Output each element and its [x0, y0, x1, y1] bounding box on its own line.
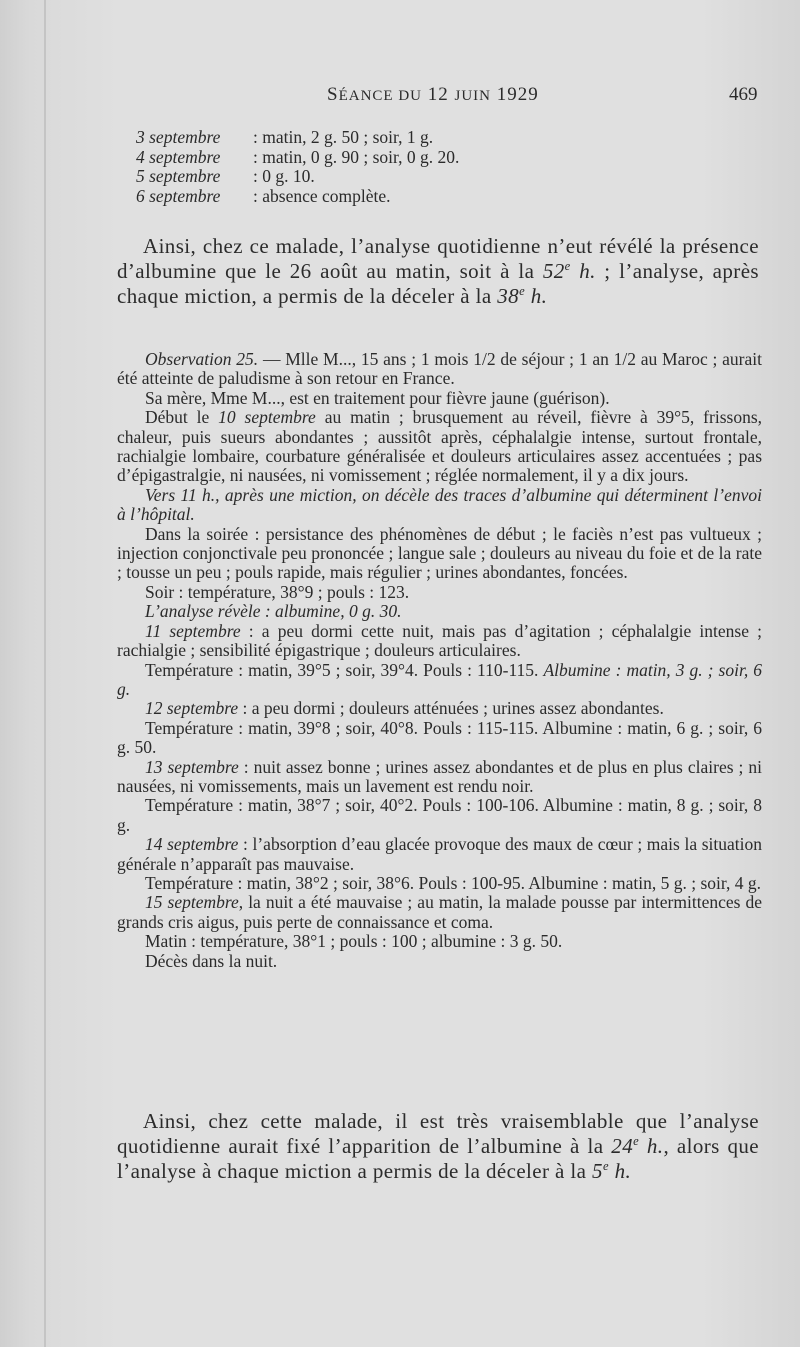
hour-value: [592, 1159, 631, 1183]
date-label: 5 septembre: [136, 166, 221, 186]
paragraph-text: Ainsi, chez cette malade, il est très vraisemblable que l’analyse quotidienne aurait fixé l’apparition de l’albumine à la: [117, 1109, 759, 1158]
observation-date: 13 septembre: [145, 756, 239, 777]
hour-number: 52: [542, 259, 565, 283]
observation-date: 11 septembre: [145, 620, 241, 641]
hour-unit: h.: [525, 284, 548, 308]
hour-number: 5: [592, 1159, 603, 1183]
ordinal-suffix: e: [633, 1134, 640, 1148]
hour-value: [611, 1134, 663, 1158]
observation-line: [117, 661, 762, 700]
observation-line: Matin : température, 38°1 ; pouls : 100 ; albumine : 3 g. 50.: [145, 931, 563, 952]
observation-line: Température : matin, 38°7 ; soir, 40°2. Pouls : 100-106. Albumine : matin, 8 g. ; soir, 8 g.: [117, 795, 762, 835]
hour-unit: h.: [608, 1159, 632, 1183]
observation-date: 14 septembre: [145, 834, 239, 855]
observation-line: Température : matin, 38°2 ; soir, 38°6. Pouls : 100-95. Albumine : matin, 5 g. ; soir, 4 g.: [145, 872, 762, 893]
date-label: 6 septembre: [136, 185, 221, 206]
header-title-part: ÉANCE DU: [338, 88, 422, 104]
observation-text: Début le: [145, 407, 219, 428]
observation-line: [117, 758, 762, 797]
observation-line: Dans la soirée : persistance des phénomènes de début ; le faciès n’est pas vultueux ; injection conjonctivale peu prononcée ; langue sale ; douleurs au niveau du foie et de la rate ; tousse un peu ; pouls rapide, mais régulier ; urines abondantes, foncées.: [117, 523, 762, 583]
observation-line: [117, 622, 762, 661]
header-title-year: 1929: [491, 84, 539, 105]
date-text: : 0 g. 10.: [253, 166, 315, 186]
observation-line: Décès dans la nuit.: [145, 950, 278, 971]
conclusion-paragraph-1: [117, 234, 759, 309]
hour-value: [497, 284, 547, 308]
observation-line: Vers 11 h., après une miction, on décèle des traces d’albumine qui déterminent l’envoi à l’hôpital.: [117, 484, 762, 525]
observation-line: L’analyse révèle : albumine, 0 g. 30.: [145, 601, 402, 622]
hour-number: 24: [611, 1134, 634, 1158]
conclusion-paragraph-2: [117, 1109, 759, 1184]
date-text: : matin, 2 g. 50 ; soir, 1 g.: [253, 127, 434, 147]
ordinal-suffix: e: [519, 284, 526, 298]
observation-intro: [117, 350, 762, 389]
observation-text: Température : matin, 39°5 ; soir, 39°4. Pouls : 110-115.: [145, 659, 544, 680]
hour-number: 38: [497, 284, 520, 308]
observation-text: Albumine : matin, 3 g. ; soir, 6 g.: [117, 659, 762, 699]
observation-line: Sa mère, Mme M..., est en traitement pour fièvre jaune (guérison).: [145, 387, 610, 408]
observation-text: : l’absorption d’eau glacée provoque des maux de cœur ; mais la situation générale n’apparaît pas mauvaise.: [117, 834, 762, 874]
header-title-month: JUIN: [454, 88, 491, 104]
hour-unit: h.: [570, 259, 596, 283]
header-title: [327, 84, 539, 106]
date-row: [136, 167, 459, 187]
paragraph-text: Ainsi, chez ce malade, l’analyse quotidienne n’eut révélé la présence d’albumine que le 26 août au matin, soit à la: [117, 234, 759, 283]
hour-unit: h.: [639, 1134, 664, 1158]
date-row: [136, 128, 459, 148]
ordinal-suffix: e: [564, 259, 571, 273]
paragraph-text: , alors que l’analyse à chaque miction a permis de la déceler à la: [117, 1134, 760, 1183]
date-row: [136, 187, 459, 207]
observation-line: [117, 835, 762, 874]
date-list: [136, 128, 459, 206]
observation-25: [117, 350, 762, 971]
observation-line: Température : matin, 39°8 ; soir, 40°8. Pouls : 115-115. Albumine : matin, 6 g. ; soir, 6 g. 50.: [117, 717, 762, 758]
observation-line: [117, 699, 762, 718]
observation-text: : nuit assez bonne ; urines assez abondantes et de plus en plus claires ; ni nausées, ni vomissements, mais un lavement est rendu noir.: [117, 756, 762, 796]
observation-date: 12 septembre: [145, 698, 239, 719]
running-header: [0, 84, 800, 110]
observation-text: : a peu dormi ; douleurs atténuées ; urines assez abondantes.: [238, 698, 664, 719]
page-number: 469: [729, 84, 758, 105]
date-label: 3 septembre: [136, 127, 221, 147]
ordinal-suffix: e: [602, 1159, 609, 1173]
observation-text: , la nuit a été mauvaise ; au matin, la malade pousse par intermittences de grands cris aigus, puis perte de connaissance et coma.: [117, 892, 762, 932]
observation-line: [117, 893, 762, 932]
page-binding-edge: [44, 0, 46, 1347]
observation-label: Observation 25.: [145, 349, 259, 369]
date-label: 4 septembre: [136, 146, 221, 167]
date-text: : absence complète.: [253, 185, 391, 206]
observation-line: [117, 408, 762, 486]
observation-line: Soir : température, 38°9 ; pouls : 123.: [145, 581, 410, 602]
observation-date: 15 septembre: [145, 892, 239, 913]
observation-text: — Mlle M..., 15 ans ; 1 mois 1/2 de séjour ; 1 an 1/2 au Maroc ; aurait été atteinte de paludisme à son retour en France.: [117, 349, 762, 389]
header-title-day: 12: [422, 84, 455, 105]
date-row: [136, 148, 459, 168]
date-text: : matin, 0 g. 90 ; soir, 0 g. 20.: [253, 146, 460, 167]
header-title-initial: S: [327, 84, 339, 105]
observation-text: : a peu dormi cette nuit, mais pas d’agitation ; céphalalgie intense ; rachialgie ; sensibilité épigastrique ; douleurs articulaires.: [117, 620, 762, 661]
observation-date: 10 septembre: [218, 407, 316, 428]
paragraph-text: ; l’analyse, après chaque miction, a permis de la déceler à la: [117, 259, 759, 308]
hour-value: [543, 259, 596, 283]
observation-text: au matin ; brusquement au réveil, fièvre à 39°5, frissons, chaleur, puis sueurs abondantes ; aussitôt après, céphalalgie intense, surtout frontale, rachialgie lombaire, courbature généralisée et douleurs articulaires assez accentuées ; pas d’épigastralgie, ni nausées, ni vomissement ; réglée normalement, il y a dix jours.: [117, 407, 763, 486]
